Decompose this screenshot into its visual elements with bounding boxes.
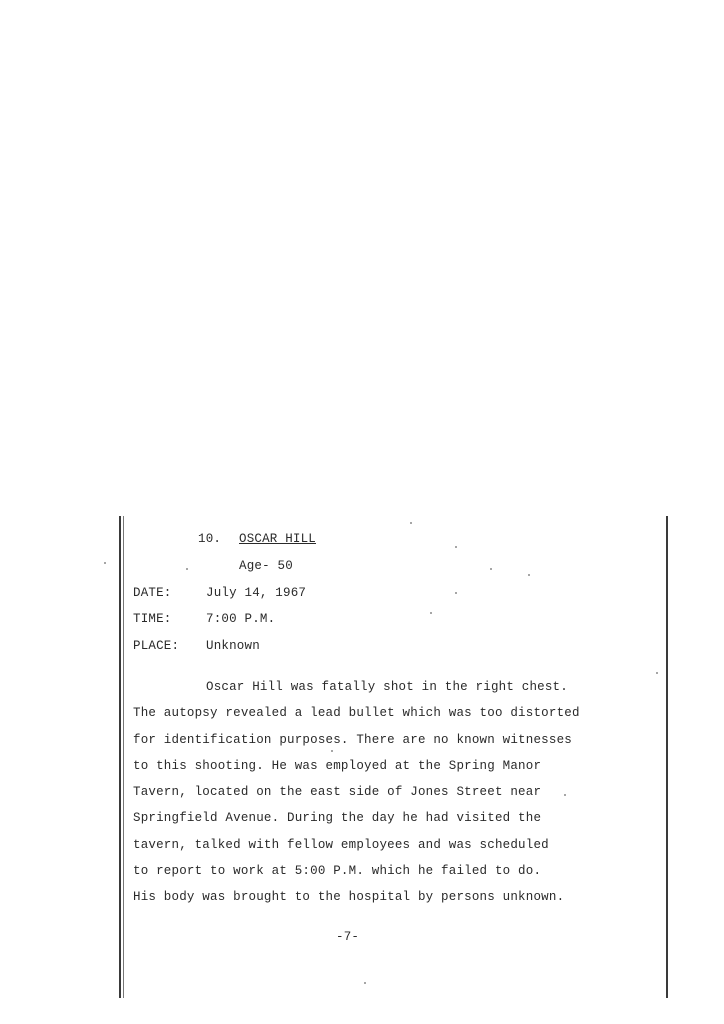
paragraph-line: to this shooting. He was employed at the Spring Manor xyxy=(133,758,542,773)
scan-speck xyxy=(656,672,658,674)
paragraph-line: to report to work at 5:00 P.M. which he failed to do. xyxy=(133,864,542,879)
left-margin-rule xyxy=(119,516,121,998)
scan-speck xyxy=(564,794,566,796)
scan-speck xyxy=(455,592,457,594)
place-label: PLACE: xyxy=(133,639,180,653)
narrative-paragraph xyxy=(133,681,613,918)
scan-speck xyxy=(455,546,457,548)
scan-speck xyxy=(104,562,106,564)
left-margin-rule-inner xyxy=(123,516,124,998)
paragraph-line: Tavern, located on the east side of Jones Street near xyxy=(133,785,542,800)
time-label: TIME: xyxy=(133,612,172,626)
scan-speck xyxy=(410,522,412,524)
page-number: -7- xyxy=(336,930,360,944)
time-value: 7:00 P.M. xyxy=(206,612,276,626)
scan-speck xyxy=(490,568,492,570)
scan-speck xyxy=(364,982,366,984)
scan-speck xyxy=(186,568,188,570)
date-value: July 14, 1967 xyxy=(206,586,307,600)
right-margin-rule xyxy=(666,516,668,998)
paragraph-line: His body was brought to the hospital by persons unknown. xyxy=(133,890,565,905)
date-label: DATE: xyxy=(133,586,172,600)
paragraph-line: Springfield Avenue. During the day he had visited the xyxy=(133,811,542,826)
scan-speck xyxy=(331,750,333,752)
paragraph-line: tavern, talked with fellow employees and was scheduled xyxy=(133,837,549,852)
scan-speck xyxy=(430,612,432,614)
place-value: Unknown xyxy=(206,639,260,653)
entry-age: Age- 50 xyxy=(239,559,293,573)
entry-name: OSCAR HILL xyxy=(239,532,317,546)
scan-speck xyxy=(528,574,530,576)
paragraph-line: Oscar Hill was fatally shot in the right chest. xyxy=(206,680,568,694)
paragraph-line: The autopsy revealed a lead bullet which was too distorted xyxy=(133,706,580,721)
paragraph-line: for identification purposes. There are no known witnesses xyxy=(133,732,572,747)
entry-number: 10. xyxy=(198,532,222,546)
